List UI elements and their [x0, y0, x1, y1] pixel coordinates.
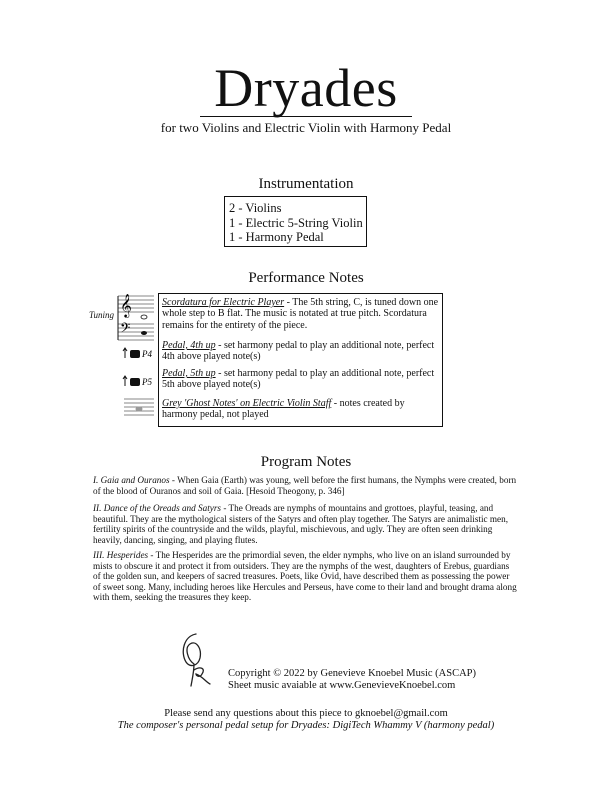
- program-note: I. Gaia and Ouranos - When Gaia (Earth) was young, well before the first humans, the Nymphs were created, born of the blood of Ouranos and soil of Gaia. [Hesoid Theogony, p. 346]: [93, 475, 517, 496]
- copyright-text: Copyright © 2022 by Genevieve Knoebel Music (ASCAP): [228, 668, 476, 679]
- subtitle: for two Violins and Electric Violin with Harmony Pedal: [160, 120, 452, 135]
- contact-text: Please send any questions about this piece to gknoebel@gmail.com: [164, 708, 448, 719]
- ghost-note-staff-icon: [122, 396, 156, 416]
- p4-label: P4: [142, 349, 152, 359]
- pedal-4th-icon: [122, 346, 158, 360]
- title-underline: [200, 116, 412, 117]
- performance-note: Pedal, 5th up - set harmony pedal to play an additional note, perfect 5th above played note(s): [162, 368, 435, 391]
- performance-note: Grey 'Ghost Notes' on Electric Violin Staff - notes created by harmony pedal, not played: [162, 398, 405, 421]
- instrument-item: 1 - Harmony Pedal: [229, 230, 324, 244]
- page-title: Dryades: [214, 58, 398, 118]
- instrumentation-heading: Instrumentation: [258, 176, 354, 192]
- instrument-item: 1 - Electric 5-String Violin: [229, 215, 363, 230]
- program-notes-heading: Program Notes: [260, 454, 352, 470]
- svg-text:𝄢: 𝄢: [120, 322, 131, 339]
- pedal-5th-icon: [122, 374, 158, 388]
- program-note: III. Hesperides - The Hesperides are the primordial seven, the elder nymphs, who live on an island surrounded by mists to obscure it and protect it from outsiders. They are the nymphs of the west, daughters of Erebus, guardians of the golden sun, and keepers of sacred treasures. Poets, like Ovid, have described them as possessing the power of sweet song. Many, including heroes like Hercules and Perseus, have come to their land and brought drama along with them, seeking the treasures they keep.: [93, 550, 517, 602]
- tuning-label: Tuning: [89, 310, 115, 320]
- tuning-staff-icon: [114, 293, 158, 347]
- pedal-setup-text: The composer's personal pedal setup for Dryades: DigiTech Whammy V (harmony pedal): [117, 720, 495, 731]
- performance-note: Scordatura for Electric Player - The 5th string, C, is tuned down one whole step to B flat. The music is notated at true pitch. Scordatura remains for the entirety of the piece.: [162, 297, 439, 331]
- performance-notes-box: [158, 293, 443, 427]
- copyright-block: [228, 668, 476, 692]
- website-text: Sheet music avaiable at www.GenevieveKnoebel.com: [228, 680, 456, 691]
- instrument-item: 2 - Violins: [229, 201, 282, 215]
- performance-notes-heading: Performance Notes: [248, 270, 364, 286]
- composer-monogram-logo: [174, 630, 218, 688]
- p5-label: P5: [142, 377, 152, 387]
- instrumentation-box: [224, 196, 367, 247]
- performance-note: Pedal, 4th up - set harmony pedal to play an additional note, perfect 4th above played note(s): [162, 340, 435, 363]
- svg-text:𝄞: 𝄞: [120, 295, 132, 317]
- program-note: II. Dance of the Oreads and Satyrs - The Oreads are nymphs of mountains and grottoes, playful, teasing, and beautiful. They are the mythological sisters of the Satyrs and often play together. The Satyrs are animalistic men, fertility spirits of the countryside and the wilds, playful, mischievous, and ugly. They are often seen drinking heavily, dancing, singing, and playing flutes.: [93, 503, 509, 545]
